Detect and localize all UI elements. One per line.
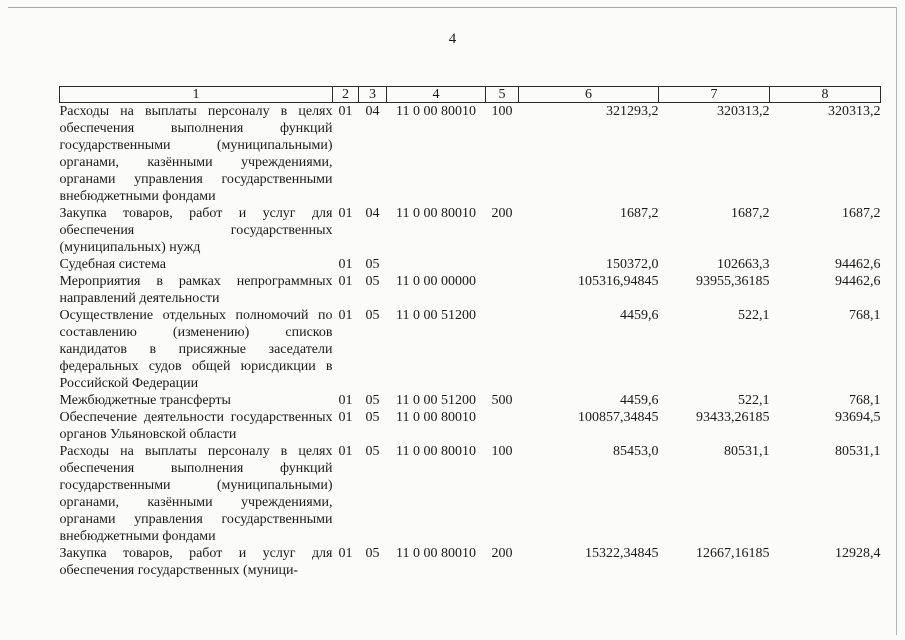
row-amount-col6-cell: 85453,0 — [613, 444, 659, 459]
row-amount-col7-cell: 12667,16185 — [696, 546, 770, 561]
row-expense-type-cell — [486, 256, 519, 273]
row-name-cell: Обеспечение деятельности государственных органов Ульяновской области — [59, 410, 333, 442]
row-amount-col6-cell: 4459,6 — [620, 393, 659, 408]
row-subsection-cell: 05 — [365, 274, 380, 289]
row-amount-col6-cell: 105316,94845 — [578, 274, 659, 289]
row-section-cell: 01 — [338, 410, 353, 425]
row-amount-col8-cell: 768,1 — [849, 393, 881, 408]
row-target-article-cell: 11 0 00 80010 — [396, 546, 476, 561]
row-section-cell: 01 — [338, 546, 353, 561]
row-amount-col8-cell: 94462,6 — [835, 274, 881, 289]
row-amount-col6-cell: 4459,6 — [620, 308, 659, 323]
row-amount-col8-cell: 93694,5 — [835, 410, 881, 425]
row-section-cell: 01 — [338, 206, 353, 221]
row-subsection-cell: 05 — [365, 393, 380, 408]
row-section-cell: 01 — [338, 393, 353, 408]
row-target-article-cell: 11 0 00 80010 — [396, 410, 476, 425]
table-row — [60, 307, 881, 392]
row-amount-col6-cell: 321293,2 — [606, 104, 659, 119]
row-section-cell: 01 — [338, 308, 353, 323]
row-subsection-cell: 05 — [365, 410, 380, 425]
row-amount-col7-cell: 93433,26185 — [696, 410, 770, 425]
row-name-cell: Осуществление отдельных полномочий по составлению (изменению) списков кандидатов в присяжные заседатели федеральных судов общей юрисдикции в Российской Федерации — [59, 308, 333, 391]
row-amount-col8-cell: 80531,1 — [835, 444, 881, 459]
row-amount-col8-cell: 1687,2 — [842, 206, 881, 221]
row-target-article-cell: 11 0 00 80010 — [396, 104, 476, 119]
table-row — [60, 545, 881, 579]
row-amount-col8-cell: 768,1 — [849, 308, 881, 323]
row-amount-col6-cell: 15322,34845 — [585, 546, 659, 561]
column-header: 8 — [770, 87, 881, 103]
scan-edge-right — [896, 7, 897, 635]
row-section-cell: 01 — [338, 104, 353, 119]
row-name-cell: Закупка товаров, работ и услуг для обеспечения государственных (муниципальных) нужд — [59, 206, 333, 255]
table-row — [60, 443, 881, 545]
row-name-cell: Расходы на выплаты персоналу в целях обеспечения выполнения функций государственными (муниципальными) органами, казёнными учреждениями, органами управления государственными внебюджетными фондами — [59, 104, 333, 204]
row-amount-col7-cell: 1687,2 — [731, 206, 770, 221]
budget-table — [59, 86, 881, 579]
table-row — [60, 409, 881, 443]
row-amount-col8-cell: 94462,6 — [835, 257, 881, 272]
row-amount-col7-cell: 320313,2 — [717, 104, 770, 119]
row-name-cell: Межбюджетные трансферты — [59, 393, 231, 408]
row-amount-col6-cell: 1687,2 — [620, 206, 659, 221]
row-name-cell: Судебная система — [59, 257, 166, 272]
row-expense-type-cell: 200 — [491, 546, 513, 561]
column-header: 2 — [333, 87, 359, 103]
row-expense-type-cell: 100 — [491, 444, 513, 459]
row-amount-col8-cell: 320313,2 — [828, 104, 881, 119]
row-subsection-cell: 04 — [365, 104, 380, 119]
row-target-article-cell: 11 0 00 00000 — [396, 274, 476, 289]
row-subsection-cell: 05 — [365, 308, 380, 323]
table-row — [60, 256, 881, 273]
column-header: 1 — [60, 87, 333, 103]
row-name-cell: Закупка товаров, работ и услуг для обеспечения государственных (муници- — [59, 546, 333, 578]
row-amount-col6-cell: 150372,0 — [606, 257, 659, 272]
column-header: 7 — [659, 87, 770, 103]
column-header: 6 — [519, 87, 659, 103]
column-header: 4 — [387, 87, 486, 103]
row-amount-col7-cell: 102663,3 — [717, 257, 770, 272]
row-expense-type-cell — [486, 273, 519, 307]
row-amount-col7-cell: 93955,36185 — [696, 274, 770, 289]
row-subsection-cell: 05 — [365, 257, 380, 272]
row-subsection-cell: 05 — [365, 444, 380, 459]
row-expense-type-cell — [486, 307, 519, 392]
row-section-cell: 01 — [338, 444, 353, 459]
row-target-article-cell: 11 0 00 51200 — [396, 308, 476, 323]
row-amount-col6-cell: 100857,34845 — [578, 410, 659, 425]
row-subsection-cell: 05 — [365, 546, 380, 561]
table-row — [60, 273, 881, 307]
row-amount-col8-cell: 12928,4 — [835, 546, 881, 561]
row-section-cell: 01 — [338, 257, 353, 272]
table-row — [60, 103, 881, 206]
row-expense-type-cell: 200 — [491, 206, 513, 221]
row-amount-col7-cell: 522,1 — [738, 393, 770, 408]
row-amount-col7-cell: 80531,1 — [724, 444, 770, 459]
column-header: 5 — [486, 87, 519, 103]
row-expense-type-cell: 500 — [491, 393, 513, 408]
table-row — [60, 205, 881, 256]
row-target-article-cell: 11 0 00 80010 — [396, 206, 476, 221]
table-row — [60, 392, 881, 409]
scan-edge-top — [8, 7, 896, 8]
row-target-article-cell — [387, 256, 486, 273]
page-number: 4 — [448, 31, 457, 47]
row-section-cell: 01 — [338, 274, 353, 289]
row-expense-type-cell: 100 — [491, 104, 513, 119]
row-target-article-cell: 11 0 00 51200 — [396, 393, 476, 408]
column-header: 3 — [359, 87, 387, 103]
row-amount-col7-cell: 522,1 — [738, 308, 770, 323]
row-target-article-cell: 11 0 00 80010 — [396, 444, 476, 459]
header-row — [60, 87, 881, 103]
row-expense-type-cell — [486, 409, 519, 443]
row-name-cell: Расходы на выплаты персоналу в целях обеспечения выполнения функций государственными (муниципальными) органами, казёнными учреждениями, органами управления государственными внебюджетными фондами — [59, 444, 333, 544]
row-name-cell: Мероприятия в рамках непрограммных направлений деятельности — [59, 274, 333, 306]
row-subsection-cell: 04 — [365, 206, 380, 221]
